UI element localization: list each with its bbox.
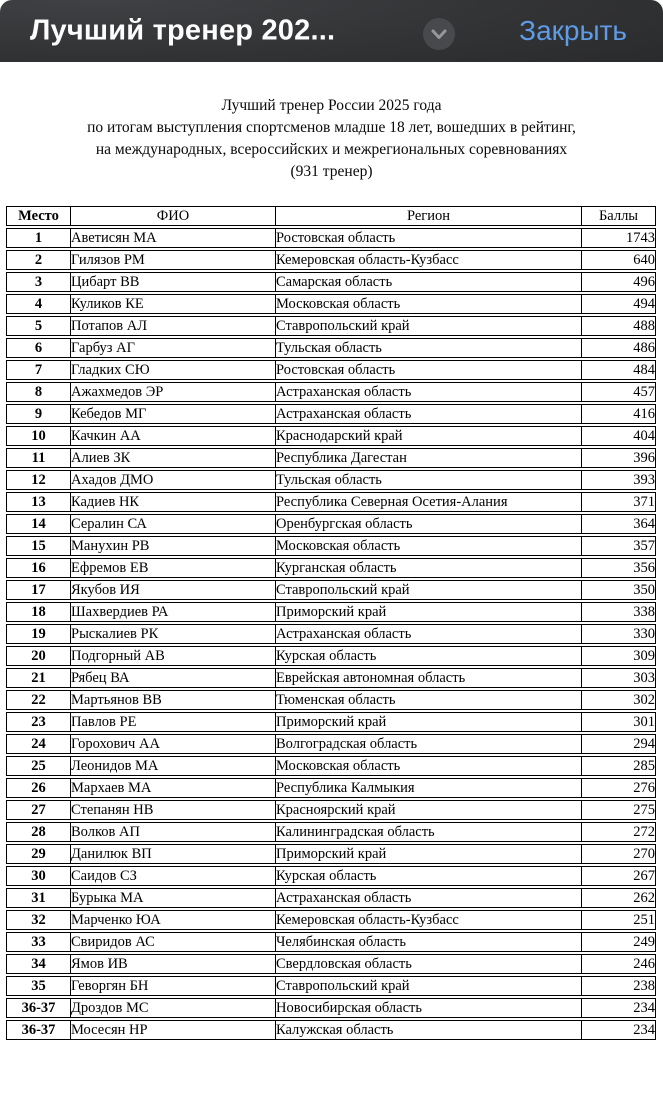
cell-place: 9 <box>6 404 70 424</box>
cell-name: Алиев ЗК <box>70 448 275 468</box>
cell-place: 2 <box>6 250 70 270</box>
cell-region: Приморский край <box>275 712 581 732</box>
table-row <box>6 536 656 556</box>
close-button[interactable]: Закрыть <box>519 15 627 46</box>
cell-points: 262 <box>581 888 656 908</box>
cell-place: 4 <box>6 294 70 314</box>
cell-name: Волков АП <box>70 822 275 842</box>
cell-points: 309 <box>581 646 656 666</box>
cell-name: Дроздов МС <box>70 998 275 1018</box>
cell-place: 26 <box>6 778 70 798</box>
cell-points: 275 <box>581 800 656 820</box>
cell-points: 494 <box>581 294 656 314</box>
cell-points: 1743 <box>581 228 656 248</box>
cell-name: Кебедов МГ <box>70 404 275 424</box>
cell-region: Ставропольский край <box>275 316 581 336</box>
cell-region: Кемеровская область-Кузбасс <box>275 250 581 270</box>
cell-place: 28 <box>6 822 70 842</box>
heading-line-2: по итогам выступления спортсменов младше 18 лет, вошедших в рейтинг, <box>87 119 576 136</box>
cell-points: 270 <box>581 844 656 864</box>
cell-points: 356 <box>581 558 656 578</box>
cell-place: 16 <box>6 558 70 578</box>
cell-place: 15 <box>6 536 70 556</box>
cell-region: Астраханская область <box>275 404 581 424</box>
cell-name: Гарбуз АГ <box>70 338 275 358</box>
table-row <box>6 426 656 446</box>
cell-region: Приморский край <box>275 602 581 622</box>
cell-points: 234 <box>581 1020 656 1040</box>
table-header-row <box>6 206 656 226</box>
heading-line-3: на международных, всероссийских и межрегиональных соревнованиях <box>95 141 568 158</box>
cell-name: Марченко ЮА <box>70 910 275 930</box>
cell-region: Кемеровская область-Кузбасс <box>275 910 581 930</box>
table-row <box>6 668 656 688</box>
cell-region: Московская область <box>275 756 581 776</box>
table-row <box>6 294 656 314</box>
table-row <box>6 360 656 380</box>
cell-place: 10 <box>6 426 70 446</box>
cell-region: Самарская область <box>275 272 581 292</box>
cell-place: 36-37 <box>6 998 70 1018</box>
cell-name: Мартьянов ВВ <box>70 690 275 710</box>
table-row <box>6 470 656 490</box>
cell-place: 6 <box>6 338 70 358</box>
cell-points: 285 <box>581 756 656 776</box>
cell-place: 32 <box>6 910 70 930</box>
cell-points: 246 <box>581 954 656 974</box>
cell-name: Ажахмедов ЭР <box>70 382 275 402</box>
column-header-2: Регион <box>275 206 581 226</box>
cell-region: Приморский край <box>275 844 581 864</box>
cell-points: 338 <box>581 602 656 622</box>
cell-points: 294 <box>581 734 656 754</box>
table-row <box>6 602 656 622</box>
cell-name: Гладких СЮ <box>70 360 275 380</box>
cell-name: Гилязов РМ <box>70 250 275 270</box>
cell-region: Астраханская область <box>275 624 581 644</box>
cell-place: 7 <box>6 360 70 380</box>
cell-points: 249 <box>581 932 656 952</box>
column-header-3: Баллы <box>581 206 656 226</box>
table-row <box>6 514 656 534</box>
cell-place: 24 <box>6 734 70 754</box>
table-row <box>6 338 656 358</box>
cell-name: Леонидов МА <box>70 756 275 776</box>
cell-points: 238 <box>581 976 656 996</box>
cell-points: 357 <box>581 536 656 556</box>
table-row <box>6 712 656 732</box>
table-row <box>6 910 656 930</box>
cell-points: 488 <box>581 316 656 336</box>
column-header-0: Место <box>6 206 70 226</box>
cell-place: 33 <box>6 932 70 952</box>
cell-region: Ставропольский край <box>275 580 581 600</box>
cell-region: Ростовская область <box>275 228 581 248</box>
table-row <box>6 954 656 974</box>
cell-name: Свиридов АС <box>70 932 275 952</box>
cell-name: Манухин РВ <box>70 536 275 556</box>
cell-place: 5 <box>6 316 70 336</box>
table-row <box>6 888 656 908</box>
cell-points: 371 <box>581 492 656 512</box>
cell-name: Качкин АА <box>70 426 275 446</box>
table-row <box>6 580 656 600</box>
table-row <box>6 228 656 248</box>
cell-name: Шахвердиев РА <box>70 602 275 622</box>
cell-name: Аветисян МА <box>70 228 275 248</box>
cell-name: Сералин СА <box>70 514 275 534</box>
cell-points: 272 <box>581 822 656 842</box>
cell-place: 34 <box>6 954 70 974</box>
document-viewport[interactable] <box>0 62 663 1100</box>
cell-name: Ахадов ДМО <box>70 470 275 490</box>
cell-region: Красноярский край <box>275 800 581 820</box>
cell-points: 234 <box>581 998 656 1018</box>
cell-points: 396 <box>581 448 656 468</box>
cell-points: 457 <box>581 382 656 402</box>
cell-points: 303 <box>581 668 656 688</box>
cell-region: Республика Калмыкия <box>275 778 581 798</box>
heading-line-1: Лучший тренер России 2025 года <box>221 97 442 114</box>
cell-place: 3 <box>6 272 70 292</box>
cell-points: 350 <box>581 580 656 600</box>
cell-name: Данилюк ВП <box>70 844 275 864</box>
cell-place: 31 <box>6 888 70 908</box>
cell-region: Курская область <box>275 866 581 886</box>
cell-place: 35 <box>6 976 70 996</box>
table-row <box>6 756 656 776</box>
cell-points: 416 <box>581 404 656 424</box>
cell-place: 22 <box>6 690 70 710</box>
cell-name: Рыскалиев РК <box>70 624 275 644</box>
cell-region: Калининградская область <box>275 822 581 842</box>
cell-name: Саидов СЗ <box>70 866 275 886</box>
table-body <box>6 228 656 1040</box>
cell-region: Республика Дагестан <box>275 448 581 468</box>
cell-name: Подгорный АВ <box>70 646 275 666</box>
cell-points: 640 <box>581 250 656 270</box>
cell-place: 27 <box>6 800 70 820</box>
table-row <box>6 778 656 798</box>
cell-region: Астраханская область <box>275 382 581 402</box>
table-row <box>6 316 656 336</box>
cell-name: Мархаев МА <box>70 778 275 798</box>
table-row <box>6 734 656 754</box>
cell-name: Ямов ИВ <box>70 954 275 974</box>
cell-place: 17 <box>6 580 70 600</box>
table-row <box>6 844 656 864</box>
cell-place: 13 <box>6 492 70 512</box>
cell-name: Рябец ВА <box>70 668 275 688</box>
cell-region: Астраханская область <box>275 888 581 908</box>
table-row <box>6 998 656 1018</box>
cell-name: Кадиев НК <box>70 492 275 512</box>
ranking-table <box>6 204 656 1042</box>
table-row <box>6 492 656 512</box>
table-row <box>6 690 656 710</box>
cell-points: 484 <box>581 360 656 380</box>
table-row <box>6 800 656 820</box>
cell-points: 251 <box>581 910 656 930</box>
cell-points: 393 <box>581 470 656 490</box>
cell-region: Свердловская область <box>275 954 581 974</box>
cell-region: Тульская область <box>275 338 581 358</box>
cell-place: 25 <box>6 756 70 776</box>
cell-name: Цибарт ВВ <box>70 272 275 292</box>
cell-place: 36-37 <box>6 1020 70 1040</box>
cell-place: 18 <box>6 602 70 622</box>
cell-name: Бурыка МА <box>70 888 275 908</box>
table-row <box>6 272 656 292</box>
cell-points: 496 <box>581 272 656 292</box>
cell-name: Якубов ИЯ <box>70 580 275 600</box>
cell-place: 1 <box>6 228 70 248</box>
cell-name: Степанян НВ <box>70 800 275 820</box>
table-row <box>6 822 656 842</box>
table-row <box>6 646 656 666</box>
cell-points: 404 <box>581 426 656 446</box>
table-row <box>6 558 656 578</box>
column-header-1: ФИО <box>70 206 275 226</box>
cell-region: Московская область <box>275 294 581 314</box>
table-row <box>6 976 656 996</box>
cell-place: 19 <box>6 624 70 644</box>
cell-region: Тульская область <box>275 470 581 490</box>
table-row <box>6 624 656 644</box>
cell-name: Павлов РЕ <box>70 712 275 732</box>
cell-name: Ефремов ЕВ <box>70 558 275 578</box>
table-row <box>6 866 656 886</box>
table-row <box>6 382 656 402</box>
table-row <box>6 250 656 270</box>
cell-region: Тюменская область <box>275 690 581 710</box>
cell-name: Горохович АА <box>70 734 275 754</box>
cell-place: 8 <box>6 382 70 402</box>
cell-region: Ростовская область <box>275 360 581 380</box>
cell-place: 20 <box>6 646 70 666</box>
chevron-down-button[interactable] <box>423 18 455 50</box>
window-title: Лучший тренер 202... <box>30 14 336 47</box>
cell-region: Новосибирская область <box>275 998 581 1018</box>
cell-region: Оренбургская область <box>275 514 581 534</box>
cell-region: Республика Северная Осетия-Алания <box>275 492 581 512</box>
cell-place: 12 <box>6 470 70 490</box>
cell-points: 276 <box>581 778 656 798</box>
cell-name: Куликов КЕ <box>70 294 275 314</box>
cell-region: Еврейская автономная область <box>275 668 581 688</box>
cell-place: 11 <box>6 448 70 468</box>
cell-place: 30 <box>6 866 70 886</box>
table-row <box>6 932 656 952</box>
document-heading <box>0 95 663 183</box>
preview-top-bar <box>0 0 663 62</box>
cell-points: 486 <box>581 338 656 358</box>
cell-place: 21 <box>6 668 70 688</box>
heading-line-4: (931 тренер) <box>290 163 373 180</box>
cell-region: Волгоградская область <box>275 734 581 754</box>
cell-points: 330 <box>581 624 656 644</box>
cell-points: 301 <box>581 712 656 732</box>
cell-region: Калужская область <box>275 1020 581 1040</box>
cell-place: 29 <box>6 844 70 864</box>
cell-points: 364 <box>581 514 656 534</box>
cell-place: 23 <box>6 712 70 732</box>
cell-region: Московская область <box>275 536 581 556</box>
cell-region: Курганская область <box>275 558 581 578</box>
cell-name: Мосесян НР <box>70 1020 275 1040</box>
table-row <box>6 448 656 468</box>
cell-place: 14 <box>6 514 70 534</box>
cell-points: 267 <box>581 866 656 886</box>
cell-name: Потапов АЛ <box>70 316 275 336</box>
cell-name: Геворгян БН <box>70 976 275 996</box>
table-row <box>6 1020 656 1040</box>
cell-points: 302 <box>581 690 656 710</box>
chevron-down-icon <box>431 29 447 40</box>
cell-region: Ставропольский край <box>275 976 581 996</box>
table-row <box>6 404 656 424</box>
cell-region: Челябинская область <box>275 932 581 952</box>
cell-region: Курская область <box>275 646 581 666</box>
cell-region: Краснодарский край <box>275 426 581 446</box>
